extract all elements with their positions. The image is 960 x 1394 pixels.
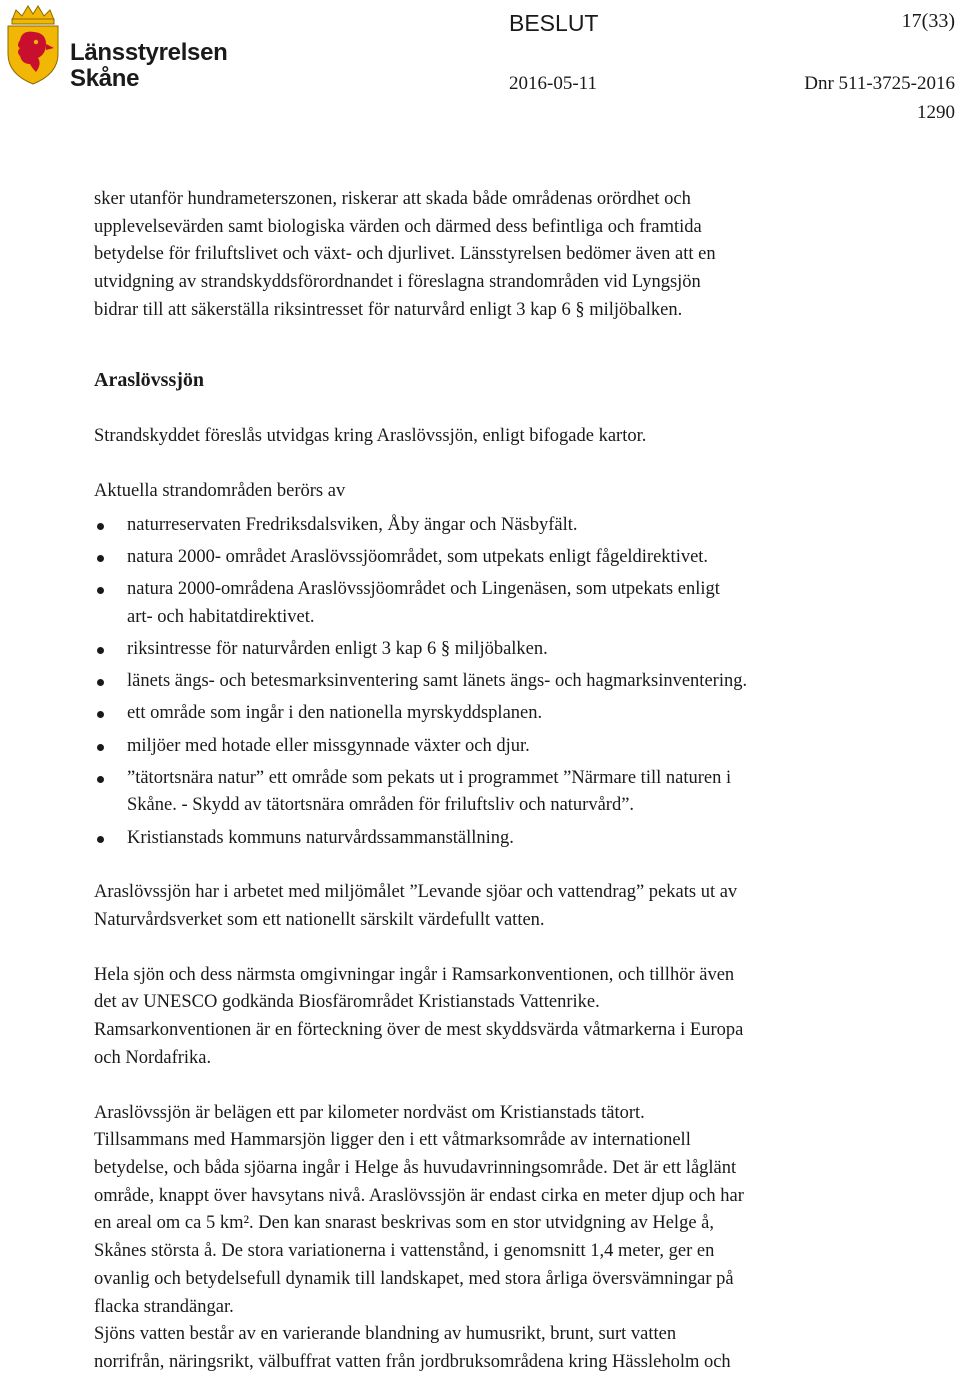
bullet-icon [97, 711, 104, 718]
text-line: Araslövssjön är belägen ett par kilometer nordväst om Kristianstads tätort. [94, 1102, 645, 1123]
paragraph: Strandskyddet föreslås utvidgas kring Araslövssjön, enligt bifogade kartor. [94, 426, 647, 447]
text-line: Araslövssjön har i arbetet med miljömålet ”Levande sjöar och vattendrag” pekats ut av [94, 882, 738, 903]
text-line: norrifrån, näringsrikt, välbuffrat vatten från jordbruksområdena kring Hässleholm och [94, 1351, 731, 1372]
list-item: natura 2000- området Araslövssjöområdet, som utpekats enligt fågeldirektivet. [94, 544, 874, 572]
document-type: BESLUT [509, 10, 599, 36]
text-line: område, knappt över havsytans nivå. Araslövssjön är endast cirka en meter djup och har [94, 1185, 744, 1206]
bullet-list [94, 512, 874, 853]
text-line: bidrar till att säkerställa riksintresset för naturvård enligt 3 kap 6 § miljöbalken. [94, 299, 683, 320]
coat-of-arms-icon [2, 2, 64, 86]
text-line: Naturvårdsverket som ett nationellt särskilt värdefullt vatten. [94, 910, 545, 931]
bullet-icon [97, 836, 104, 843]
document-body [94, 186, 874, 1377]
logo-name-line2: Skåne [70, 65, 140, 92]
text-line: och Nordafrika. [94, 1047, 212, 1068]
list-item: riksintresse för naturvården enligt 3 kap 6 § miljöbalken. [94, 636, 874, 664]
text-line: Tillsammans med Hammarsjön ligger den i ett våtmarksområde av internationell [94, 1130, 691, 1151]
text-line: Ramsarkonventionen är en förteckning över de mest skyddsvärda våtmarkerna i Europa [94, 1020, 744, 1041]
logo-name-line1: Länsstyrelsen [70, 39, 228, 66]
text-line: Hela sjön och dess närmsta omgivningar ingår i Ramsarkonventionen, och tillhör även [94, 964, 735, 985]
list-item: miljöer med hotade eller missgynnade växter och djur. [94, 733, 874, 761]
paragraph [94, 962, 874, 1073]
bullet-icon [97, 555, 104, 562]
list-item: länets ängs- och betesmarksinventering samt länets ängs- och hagmarksinventering. [94, 668, 874, 696]
text-line: Skånes största å. De stora variationerna i vattenstånd, i genomsnitt 1,4 meter, ger en [94, 1241, 715, 1262]
list-intro: Aktuella strandområden berörs av [94, 480, 346, 501]
bullet-icon [97, 647, 104, 654]
list-item: natura 2000-områdena Araslövssjöområdet och Lingenäsen, som utpekats enligt art- och habitatdirektivet. [94, 576, 874, 631]
list-item: ett område som ingår i den nationella myrskyddsplanen. [94, 700, 874, 728]
text-line: upplevelsevärden samt biologiska värden och därmed dess befintliga och framtida [94, 216, 702, 237]
text-line: en areal om ca 5 km². Den kan snarast beskrivas som en stor utvidgning av Helge å, [94, 1213, 714, 1234]
intro-paragraph [94, 186, 874, 325]
list-item: Kristianstads kommuns naturvårdssammanställning. [94, 825, 874, 853]
text-line: Sjöns vatten består av en varierande blandning av humusrikt, brunt, surt vatten [94, 1324, 677, 1345]
list-item: naturreservaten Fredriksdalsviken, Åby ängar och Näsbyfält. [94, 512, 874, 540]
text-line: ovanlig och betydelsefull dynamik till landskapet, med stora årliga översvämningar på [94, 1268, 734, 1289]
text-line: sker utanför hundrameterszonen, riskerar att skada både områdenas orördhet och [94, 189, 691, 209]
text-line: det av UNESCO godkända Biosfärområdet Kristianstads Vattenrike. [94, 992, 600, 1013]
bullet-icon [97, 587, 104, 594]
paragraph [94, 1100, 874, 1377]
text-line: flacka strandängar. [94, 1296, 234, 1317]
diary-number: Dnr 511-3725-2016 [804, 73, 955, 94]
bullet-icon [97, 776, 104, 783]
diary-number-sub: 1290 [917, 102, 955, 123]
list-item: ”tätortsnära natur” ett område som pekats ut i programmet ”Närmare till naturen i Skåne. - Skydd av tätortsnära områden för friluftsliv och naturvård”. [94, 765, 874, 820]
text-line: betydelse för friluftslivet och växt- och djurlivet. Länsstyrelsen bedömer även att en [94, 244, 716, 265]
text-line: utvidgning av strandskyddsförordnandet i föreslagna strandområden vid Lyngsjön [94, 272, 701, 293]
paragraph [94, 879, 874, 934]
page-number: 17(33) [901, 10, 955, 32]
bullet-icon [97, 679, 104, 686]
bullet-icon [97, 744, 104, 751]
bullet-icon [97, 523, 104, 530]
section-heading: Araslövssjön [94, 368, 205, 391]
lansstyrelsen-logo [2, 2, 228, 92]
document-date: 2016-05-11 [509, 73, 597, 94]
text-line: betydelse, och båda sjöarna ingår i Helge ås huvudavrinningsområde. Det är ett låglänt [94, 1157, 737, 1178]
